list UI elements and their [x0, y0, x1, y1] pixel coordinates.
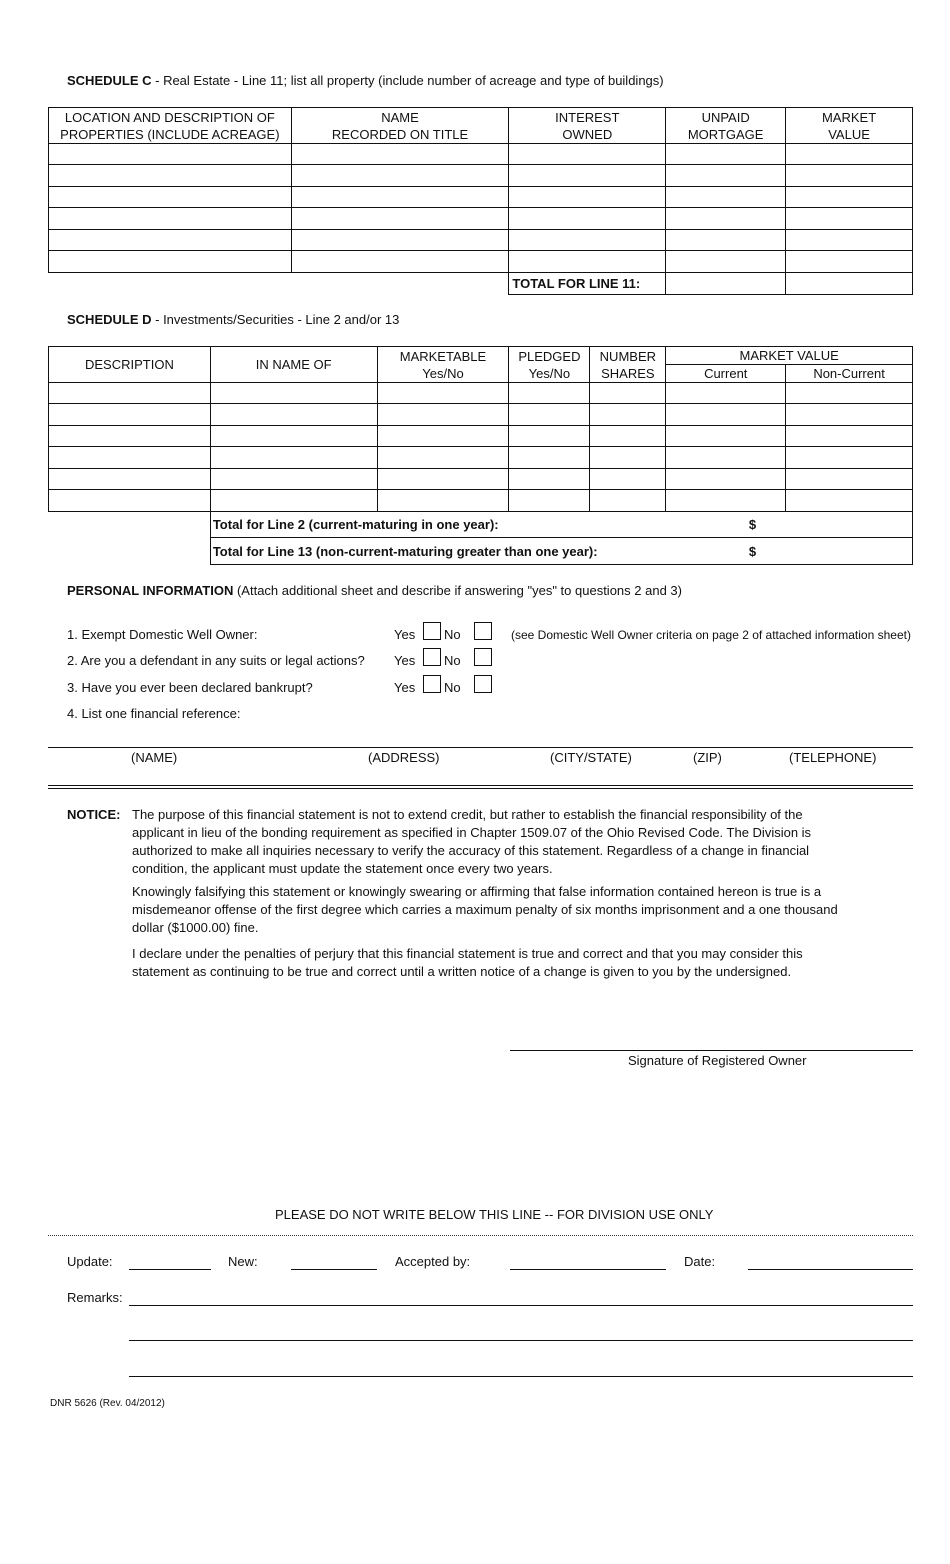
q1-yes-checkbox[interactable]: [423, 622, 441, 640]
q2-yes-checkbox[interactable]: [423, 648, 441, 666]
q2-yes-label: Yes: [394, 653, 416, 668]
ref-name-label: (NAME): [131, 750, 178, 765]
remarks-line-1[interactable]: [129, 1305, 913, 1306]
col-current-header: Current: [666, 365, 786, 383]
remarks-line-2[interactable]: [129, 1340, 913, 1341]
table-row[interactable]: [49, 383, 913, 404]
q1-note: (see Domestic Well Owner criteria on page 2 of attached information sheet): [511, 628, 911, 642]
total-line-13-label: Total for Line 13 (non-current-maturing greater than one year):: [210, 538, 666, 565]
division-use-banner: PLEASE DO NOT WRITE BELOW THIS LINE -- FOR DIVISION USE ONLY: [275, 1207, 714, 1222]
q1-no-checkbox[interactable]: [474, 622, 492, 640]
schedule-d-table: [48, 346, 913, 565]
col-interest-header: INTEREST OWNED: [509, 108, 666, 144]
total-line-11-mortgage[interactable]: [666, 273, 786, 295]
form-id: DNR 5626 (Rev. 04/2012): [50, 1398, 165, 1409]
update-field[interactable]: [129, 1269, 211, 1270]
table-row[interactable]: [49, 404, 913, 426]
ref-zip-label: (ZIP): [693, 750, 722, 765]
remarks-label: Remarks:: [67, 1290, 123, 1305]
q3-yes-checkbox[interactable]: [423, 675, 441, 693]
col-description-header: DESCRIPTION: [49, 347, 211, 383]
notice-paragraph-3: I declare under the penalties of perjury that this financial statement is true and correct and that you may consider this statement as continuing to be true and correct until a written notice of a change is given to you by the undersigned.: [132, 946, 803, 979]
personal-info-title: PERSONAL INFORMATION (Attach additional sheet and describe if answering "yes" to questions 2 and 3): [67, 583, 682, 598]
total-line-2-dollar[interactable]: $: [666, 512, 913, 538]
total-line-11-label: TOTAL FOR LINE 11:: [509, 273, 666, 295]
notice-label: NOTICE:: [67, 807, 121, 822]
q3-no-checkbox[interactable]: [474, 675, 492, 693]
table-row[interactable]: [49, 144, 913, 165]
table-row[interactable]: [49, 187, 913, 208]
table-row[interactable]: [49, 208, 913, 230]
notice-paragraph-1: The purpose of this financial statement is not to extend credit, but rather to establish the financial responsibility of the applicant in lieu of the bonding requirement as specified in Chapter 1509.07 of the Ohio Revised Code. The Division is authorized to make all inquiries necessary to verify the accuracy of this statement. Regardless of a change in financial condition, the applicant must update the statement once every two years.: [132, 807, 812, 876]
divider: [48, 788, 913, 789]
update-label: Update:: [67, 1254, 113, 1269]
q3-yes-label: Yes: [394, 680, 416, 695]
ref-address-label: (ADDRESS): [368, 750, 440, 765]
remarks-line-3[interactable]: [129, 1376, 913, 1377]
date-label: Date:: [684, 1254, 716, 1269]
col-market-value-header: MARKET VALUE: [666, 347, 913, 365]
notice-paragraph-2: Knowingly falsifying this statement or knowingly swearing or affirming that false information contained hereon is true is a misdemeanor offense of the first degree which carries a maximum penalty of six months imprisonment and a one thousand dollar ($1000.00) fine.: [132, 884, 838, 935]
table-row[interactable]: [49, 165, 913, 187]
q1-no-label: No: [444, 627, 461, 642]
reference-entry-line[interactable]: [48, 747, 913, 748]
schedule-c-table: [48, 107, 913, 295]
col-in-name-of-header: IN NAME OF: [210, 347, 377, 383]
new-field[interactable]: [291, 1269, 377, 1270]
col-marketable-header: MARKETABLE Yes/No: [377, 347, 509, 383]
table-row[interactable]: [49, 426, 913, 447]
signature-line[interactable]: [510, 1050, 913, 1051]
divider: [48, 785, 913, 786]
question-1: 1. Exempt Domestic Well Owner:: [67, 627, 258, 642]
table-row[interactable]: [49, 230, 913, 251]
col-market-header: MARKET VALUE: [786, 108, 913, 144]
total-line-11-value[interactable]: [786, 273, 913, 295]
q1-yes-label: Yes: [394, 627, 416, 642]
table-row[interactable]: [49, 490, 913, 512]
question-4: 4. List one financial reference:: [67, 706, 241, 721]
division-divider: [48, 1235, 913, 1236]
table-row[interactable]: [49, 469, 913, 490]
table-row[interactable]: [49, 447, 913, 469]
col-noncurrent-header: Non-Current: [786, 365, 913, 383]
question-2: 2. Are you a defendant in any suits or legal actions?: [67, 653, 365, 668]
col-shares-header: NUMBER SHARES: [590, 347, 666, 383]
q2-no-label: No: [444, 653, 461, 668]
signature-label: Signature of Registered Owner: [628, 1053, 807, 1068]
col-pledged-header: PLEDGED Yes/No: [509, 347, 590, 383]
question-3: 3. Have you ever been declared bankrupt?: [67, 680, 313, 695]
ref-city-label: (CITY/STATE): [550, 750, 632, 765]
schedule-d-title: SCHEDULE D - Investments/Securities - Line 2 and/or 13: [67, 312, 400, 327]
ref-telephone-label: (TELEPHONE): [789, 750, 877, 765]
col-name-header: NAME RECORDED ON TITLE: [291, 108, 509, 144]
q2-no-checkbox[interactable]: [474, 648, 492, 666]
q3-no-label: No: [444, 680, 461, 695]
col-mortgage-header: UNPAID MORTGAGE: [666, 108, 786, 144]
col-location-header: LOCATION AND DESCRIPTION OF PROPERTIES (INCLUDE ACREAGE): [49, 108, 292, 144]
total-line-13-dollar[interactable]: $: [666, 538, 913, 565]
accepted-by-field[interactable]: [510, 1269, 666, 1270]
table-row[interactable]: [49, 251, 913, 273]
schedule-c-title: SCHEDULE C - Real Estate - Line 11; list all property (include number of acreage and type of buildings): [67, 73, 664, 88]
total-line-2-label: Total for Line 2 (current-maturing in one year):: [210, 512, 666, 538]
accepted-by-label: Accepted by:: [395, 1254, 471, 1269]
date-field[interactable]: [748, 1269, 913, 1270]
new-label: New:: [228, 1254, 258, 1269]
